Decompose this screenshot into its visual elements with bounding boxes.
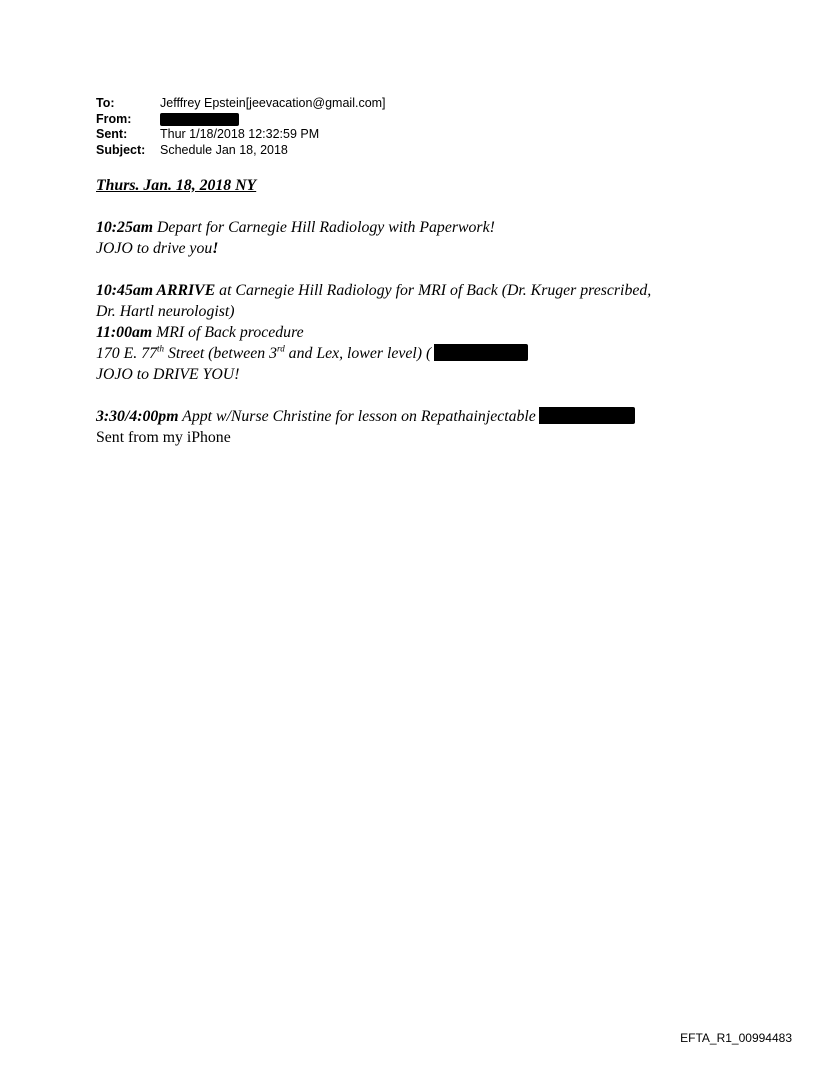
item-text: Depart for Carnegie Hill Radiology with Paperwork! — [153, 219, 495, 236]
sent-value: Thur 1/18/2018 12:32:59 PM — [160, 127, 320, 141]
address-text: 170 E. 77 — [96, 345, 157, 362]
address-sup: th — [157, 343, 165, 354]
schedule-item-appt — [96, 406, 776, 427]
item-time: 10:45am ARRIVE — [96, 282, 216, 299]
item-time: 3:30/4:00pm — [96, 408, 179, 425]
subject-row — [96, 143, 386, 159]
email-body — [96, 175, 776, 448]
schedule-item-driver — [96, 238, 776, 259]
item-time: 10:25am — [96, 219, 154, 236]
schedule-item-depart — [96, 217, 776, 238]
date-heading: Thurs. Jan. 18, 2018 NY — [96, 177, 257, 194]
email-header — [96, 96, 386, 158]
subject-label: Subject: — [96, 142, 146, 157]
from-redaction — [160, 113, 239, 126]
to-label: To: — [96, 96, 115, 110]
to-row — [96, 96, 386, 112]
driver-exclaim: ! — [212, 240, 219, 257]
schedule-item-arrive — [96, 280, 776, 301]
driver-text: JOJO to drive you — [96, 240, 213, 257]
document-id: EFTA_R1_00994483 — [680, 1031, 792, 1045]
from-label: From: — [96, 111, 132, 126]
appt-redaction — [539, 407, 635, 424]
subject-value: Schedule Jan 18, 2018 — [160, 142, 288, 157]
item-text: at Carnegie Hill Radiology for MRI of Back (Dr. Kruger prescribed, — [215, 282, 652, 299]
to-value: Jefffrey Epstein[jeevacation@gmail.com] — [160, 96, 386, 110]
address-text: and Lex, lower level) ( — [284, 345, 432, 362]
sent-row — [96, 127, 386, 143]
schedule-item-procedure — [96, 322, 776, 343]
item-text: MRI of Back procedure — [152, 324, 304, 341]
address-sup: rd — [277, 343, 285, 354]
schedule-item-arrive-cont: Dr. Hartl neurologist) — [96, 303, 235, 320]
phone-redaction — [434, 344, 528, 361]
address-line — [96, 343, 776, 364]
item-text: Appt w/Nurse Christine for lesson on Repathainjectable — [178, 408, 536, 425]
item-time: 11:00am — [96, 324, 153, 341]
address-text: Street (between 3 — [164, 345, 278, 362]
sent-label: Sent: — [96, 127, 128, 141]
from-row — [96, 112, 386, 128]
drive-line: JOJO to DRIVE YOU! — [96, 366, 240, 383]
signature: Sent from my iPhone — [96, 429, 231, 446]
